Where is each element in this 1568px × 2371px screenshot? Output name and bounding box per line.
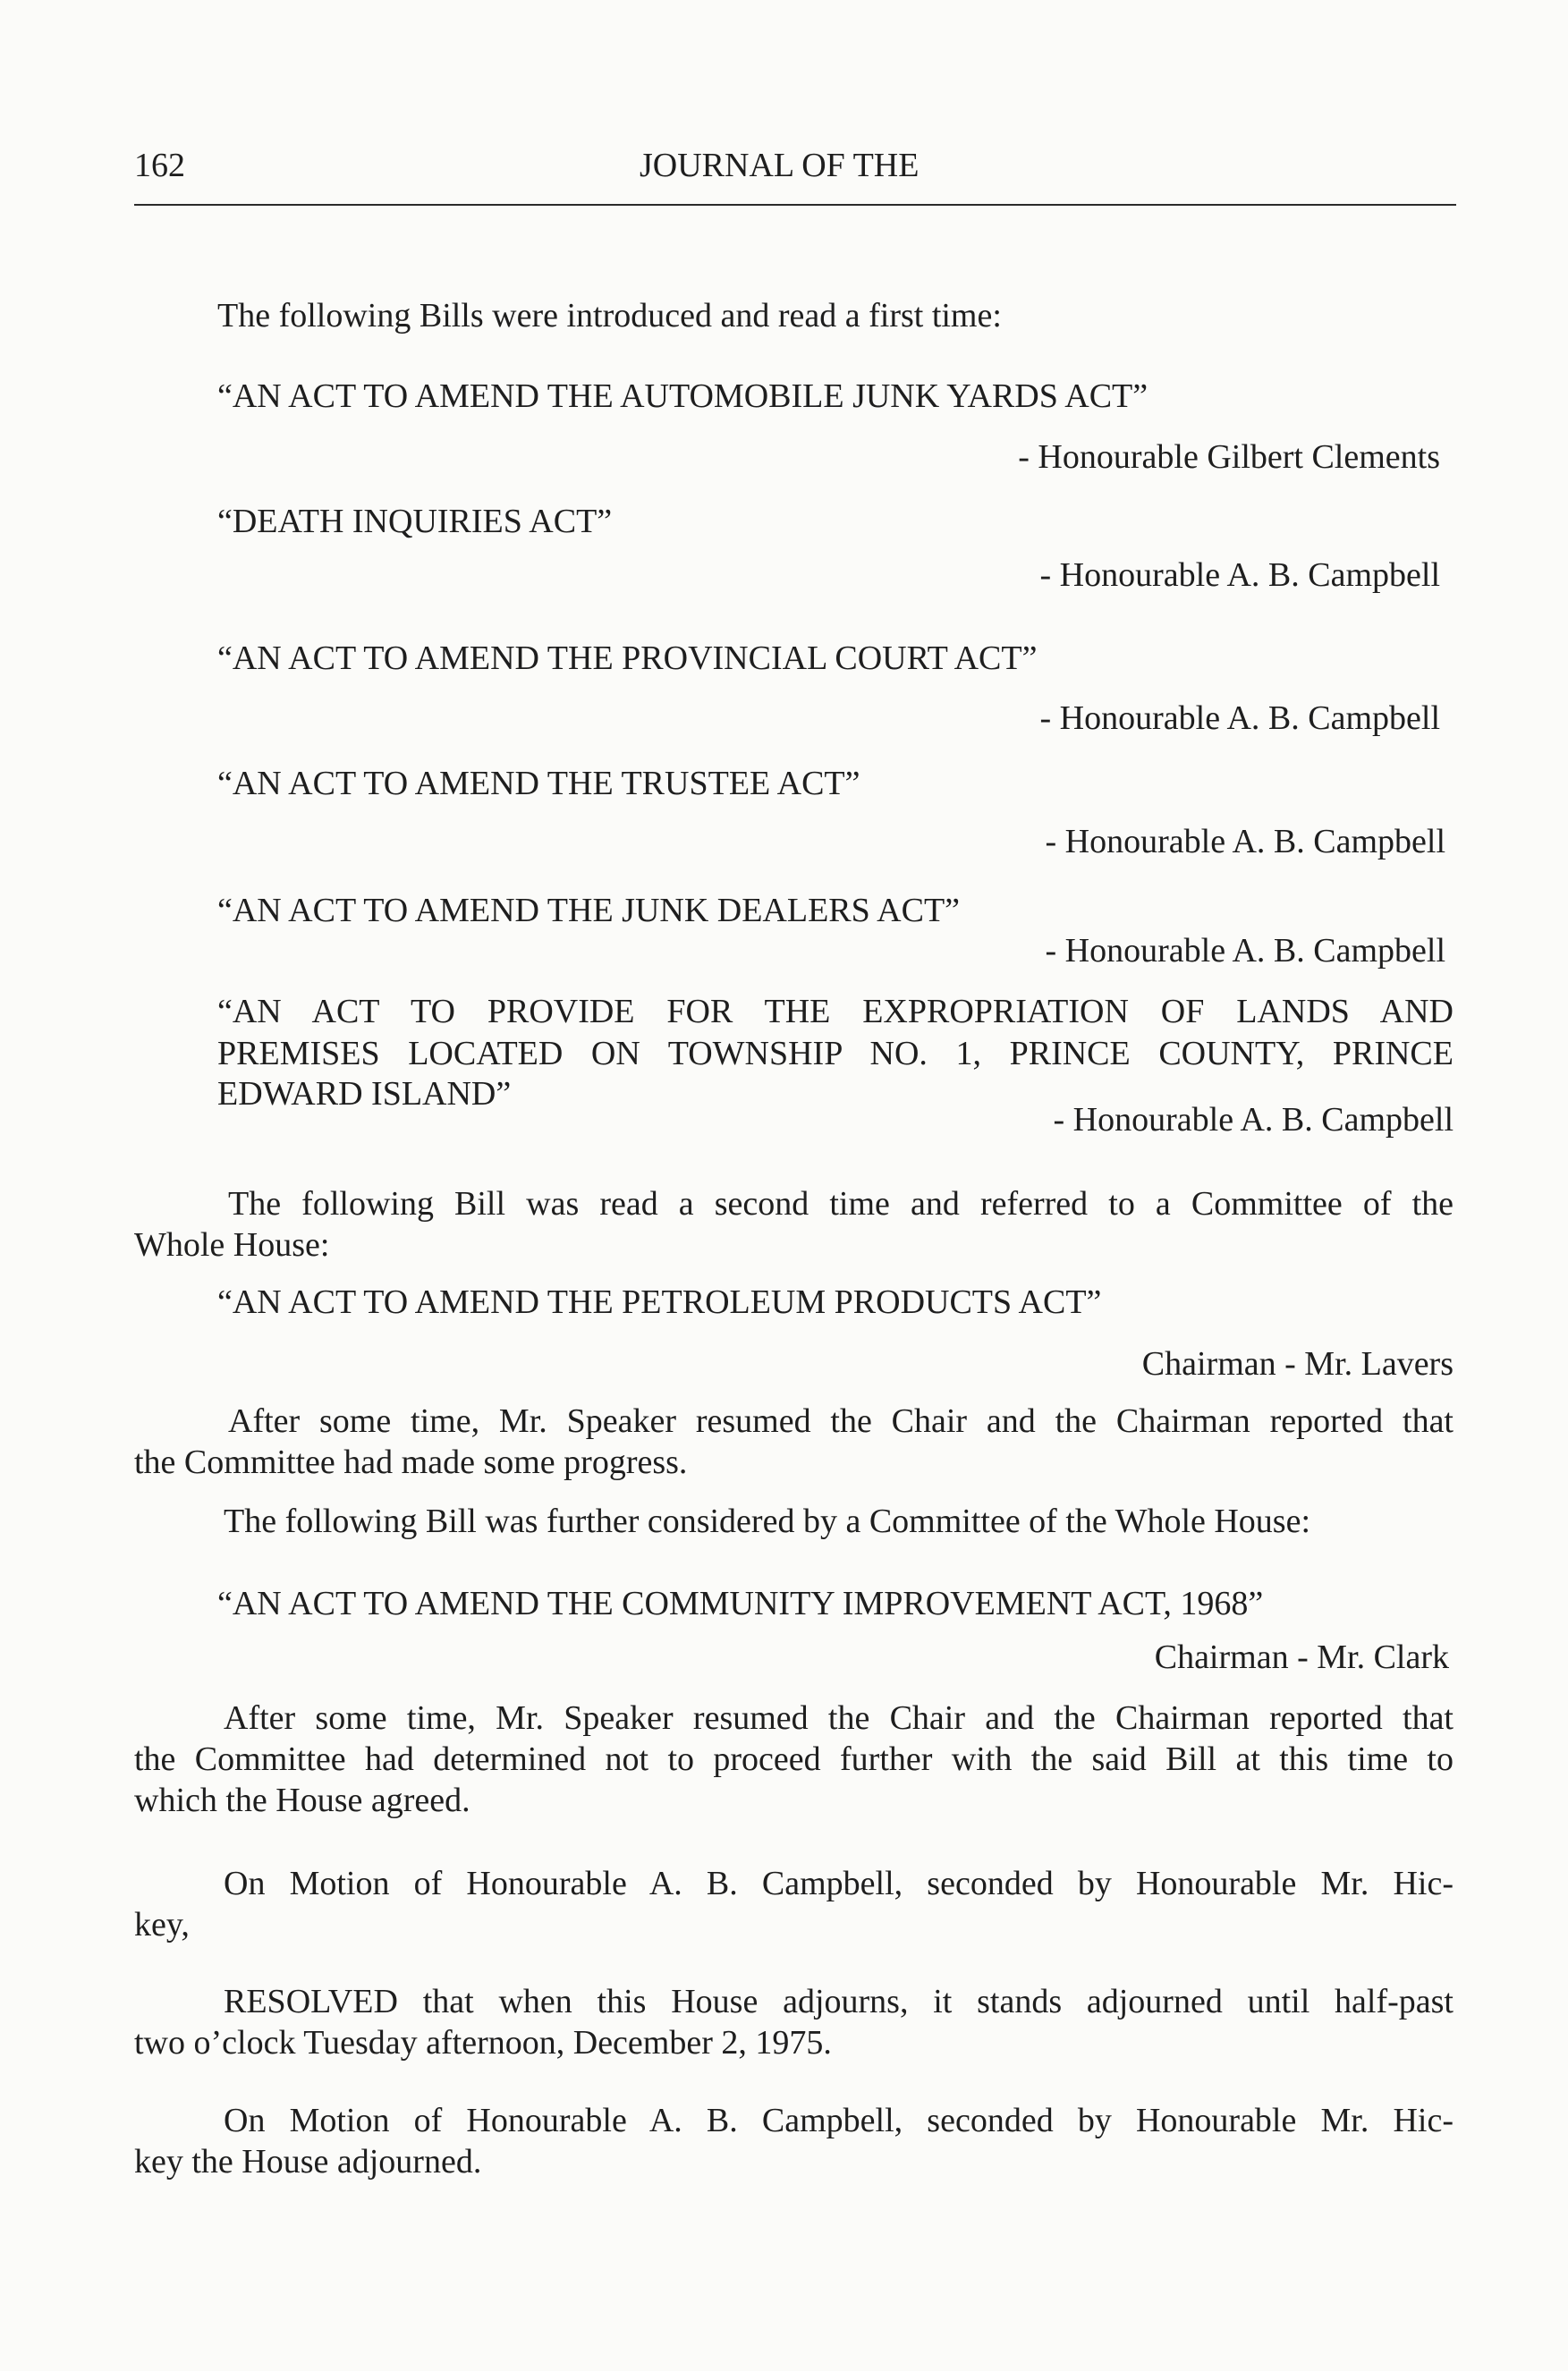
report-text: After some time, Mr. Speaker resumed the Chair and the Chairman reported that bbox=[228, 1402, 1454, 1440]
bill-title-line: PREMISES LOCATED ON TOWNSHIP NO. 1, PRINCE COUNTY, PRINCE bbox=[217, 1035, 1454, 1072]
bill-title: “DEATH INQUIRIES ACT” bbox=[217, 503, 613, 540]
report-text: After some time, Mr. Speaker resumed the Chair and the Chairman reported that bbox=[224, 1699, 1454, 1737]
bill-title: “AN ACT TO AMEND THE PETROLEUM PRODUCTS ACT” bbox=[217, 1283, 1102, 1321]
bill-sponsor: - Honourable Gilbert Clements bbox=[1018, 438, 1440, 476]
report-text: the Committee had determined not to proceed further with the said Bill at this time to bbox=[134, 1740, 1454, 1778]
motion-text: key, bbox=[134, 1906, 190, 1943]
bill-sponsor: - Honourable A. B. Campbell bbox=[1039, 556, 1440, 594]
motion-text: On Motion of Honourable A. B. Campbell, seconded by Honourable Mr. Hic- bbox=[224, 1865, 1454, 1902]
bill-title: “AN ACT TO AMEND THE PROVINCIAL COURT ACT” bbox=[217, 639, 1038, 677]
bill-title: “AN ACT TO AMEND THE COMMUNITY IMPROVEMENT ACT, 1968” bbox=[217, 1585, 1264, 1622]
resolution-text: RESOLVED that when this House adjourns, it stands adjourned until half-past bbox=[224, 1983, 1454, 2020]
motion-text: key the House adjourned. bbox=[134, 2143, 482, 2180]
second-reading-text: The following Bill was read a second time and referred to a Committee of the bbox=[228, 1185, 1454, 1223]
resolution-text: two o’clock Tuesday afternoon, December 2, 1975. bbox=[134, 2024, 832, 2062]
header-rule bbox=[134, 204, 1456, 206]
second-reading-text: Whole House: bbox=[134, 1226, 330, 1264]
report-text: which the House agreed. bbox=[134, 1782, 470, 1819]
bill-title: “AN ACT TO AMEND THE AUTOMOBILE JUNK YARDS ACT” bbox=[217, 377, 1148, 415]
committee-chairman: Chairman - Mr. Lavers bbox=[1141, 1345, 1454, 1383]
committee-chairman: Chairman - Mr. Clark bbox=[1154, 1639, 1449, 1676]
further-intro: The following Bill was further considered by a Committee of the Whole House: bbox=[224, 1503, 1311, 1540]
bill-title: “AN ACT TO AMEND THE TRUSTEE ACT” bbox=[217, 765, 860, 802]
motion-text: On Motion of Honourable A. B. Campbell, seconded by Honourable Mr. Hic- bbox=[224, 2102, 1454, 2139]
page-number: 162 bbox=[134, 147, 185, 184]
report-text: the Committee had made some progress. bbox=[134, 1444, 688, 1481]
running-title: JOURNAL OF THE bbox=[640, 147, 920, 184]
bill-title-line: “AN ACT TO PROVIDE FOR THE EXPROPRIATION OF LANDS AND bbox=[217, 993, 1454, 1030]
bill-title-line: EDWARD ISLAND” bbox=[217, 1075, 512, 1113]
bill-sponsor: - Honourable A. B. Campbell bbox=[1039, 699, 1440, 737]
bill-sponsor: - Honourable A. B. Campbell bbox=[1045, 823, 1445, 860]
intro-text: The following Bills were introduced and read a first time: bbox=[217, 297, 1002, 334]
bill-sponsor: - Honourable A. B. Campbell bbox=[1053, 1101, 1454, 1139]
bill-title: “AN ACT TO AMEND THE JUNK DEALERS ACT” bbox=[217, 892, 961, 929]
bill-sponsor: - Honourable A. B. Campbell bbox=[1045, 932, 1445, 970]
